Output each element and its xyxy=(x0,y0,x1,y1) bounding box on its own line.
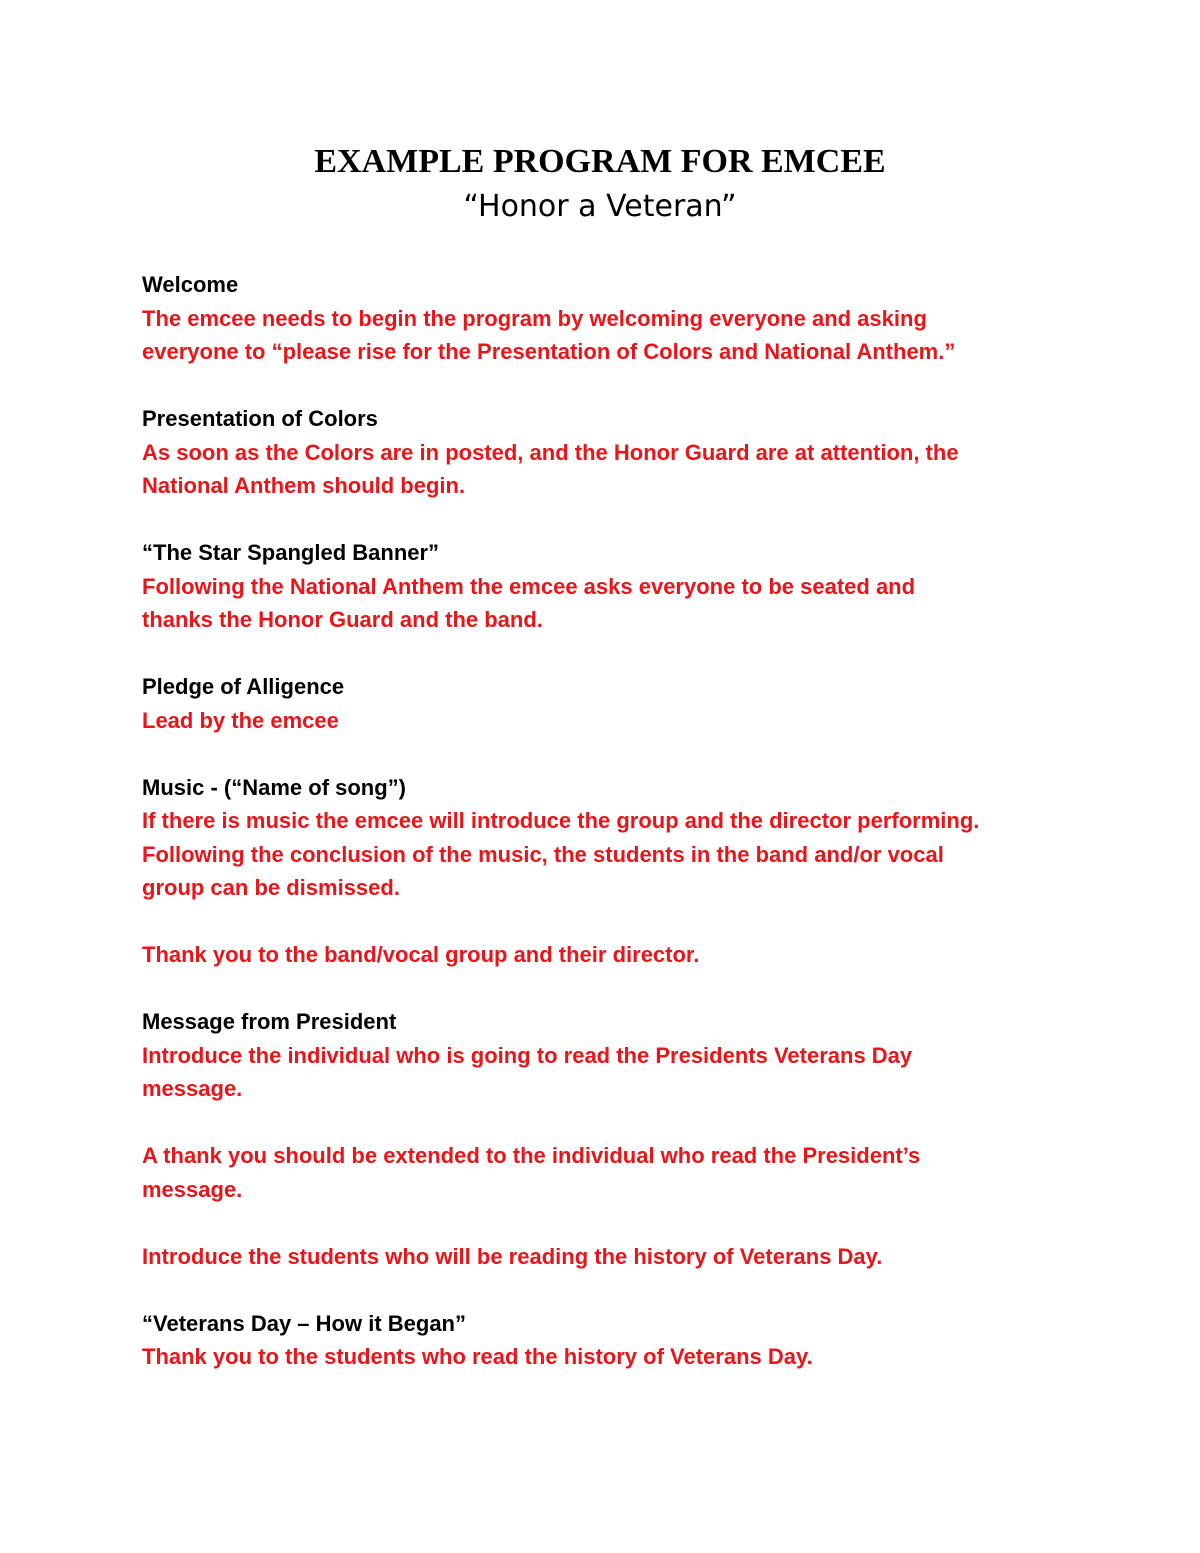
instruction-line: Introduce the individual who is going to read the Presidents Veterans Day xyxy=(142,1042,913,1068)
instruction-line: group can be dismissed. xyxy=(142,875,400,900)
instruction-line: If there is music the emcee will introduce the group and the director performing. xyxy=(142,808,980,833)
instruction-line: Thank you to the students who read the history of Veterans Day. xyxy=(142,1344,813,1369)
instruction-line: Lead by the emcee xyxy=(142,707,339,733)
section-message-from-president xyxy=(142,1005,1082,1273)
page-subtitle: “Honor a Veteran” xyxy=(463,189,737,224)
section-presentation-of-colors xyxy=(142,402,1082,503)
paragraph-spacer xyxy=(142,1206,1082,1240)
instruction-line: Introduce the students who will be reading the history of Veterans Day. xyxy=(142,1243,883,1269)
section-heading: Message from President xyxy=(142,1009,397,1034)
instruction-line: everyone to “please rise for the Presentation of Colors and National Anthem.” xyxy=(142,339,956,364)
page-title: EXAMPLE PROGRAM FOR EMCEE xyxy=(314,143,886,180)
instruction-line: thanks the Honor Guard and the band. xyxy=(142,607,543,632)
instruction-line: As soon as the Colors are in posted, and the Honor Guard are at attention, the xyxy=(142,439,959,465)
section-heading: Music - (“Name of song”) xyxy=(142,774,407,800)
section-heading: Welcome xyxy=(142,272,239,297)
section-music xyxy=(142,771,1082,972)
section-heading: Presentation of Colors xyxy=(142,406,378,431)
instruction-line: National Anthem should begin. xyxy=(142,473,466,498)
section-welcome xyxy=(142,268,1082,369)
section-heading: “Veterans Day – How it Began” xyxy=(142,1310,466,1336)
instruction-line: Following the National Anthem the emcee asks everyone to be seated and xyxy=(142,573,916,599)
instruction-line: message. xyxy=(142,1176,243,1202)
program-content xyxy=(142,268,1082,1407)
instruction-line: A thank you should be extended to the individual who read the President’s xyxy=(142,1143,921,1168)
section-pledge xyxy=(142,670,1082,737)
paragraph-spacer xyxy=(142,1106,1082,1140)
section-heading: Pledge of Alligence xyxy=(142,674,345,699)
section-star-spangled-banner xyxy=(142,536,1082,637)
instruction-line: message. xyxy=(142,1076,243,1101)
section-heading: “The Star Spangled Banner” xyxy=(142,540,440,565)
instruction-line: The emcee needs to begin the program by welcoming everyone and asking xyxy=(142,305,927,331)
instruction-line: Following the conclusion of the music, the students in the band and/or vocal xyxy=(142,841,944,867)
paragraph-spacer xyxy=(142,905,1082,939)
instruction-line: Thank you to the band/vocal group and their director. xyxy=(142,942,700,967)
section-veterans-day-history xyxy=(142,1307,1082,1374)
